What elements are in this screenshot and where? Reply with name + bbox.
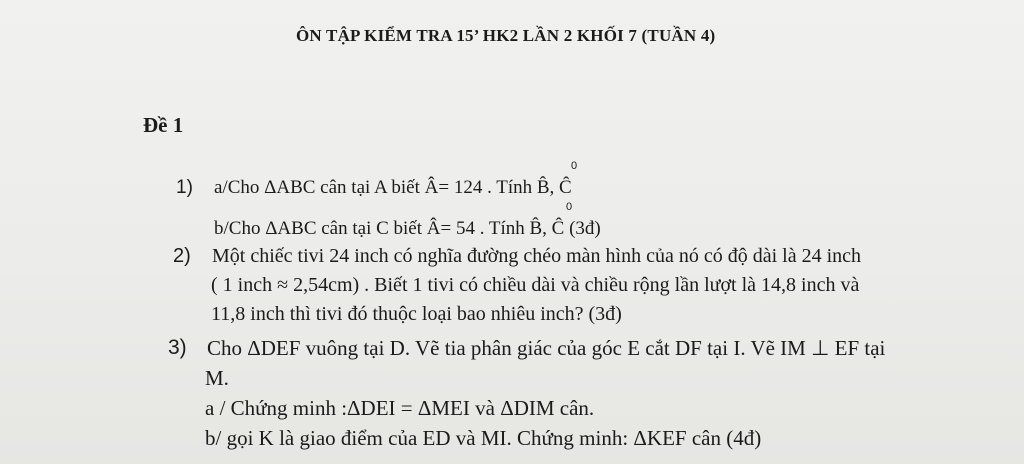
degree-mark-a: 0 [571,160,578,172]
question-2-line-1: Một chiếc tivi 24 inch có nghĩa đường chéo màn hình của nó có độ dài là 24 inch [212,245,862,267]
question-3-number: 3) [168,336,187,359]
question-2-line-2: ( 1 inch ≈ 2,54cm) . Biết 1 tivi có chiều dài và chiều rộng lần lượt là 14,8 inch và [211,274,860,296]
question-3-part-a: a / Chứng minh :ΔDEI = ΔMEI và ΔDIM cân. [205,396,595,420]
page-title: ÔN TẬP KIỂM TRA 15’ HK2 LẦN 2 KHỐI 7 (TUẦN 4) [296,26,716,45]
question-1-part-a: a/Cho ΔABC cân tại A biết Â= 124 . Tính B̂, Ĉ [214,177,572,198]
exam-label: Đề 1 [143,113,184,137]
question-3-line-2: M. [205,366,229,390]
question-1-number: 1) [176,177,193,198]
question-3-line-1: Cho ΔDEF vuông tại D. Vẽ tia phân giác của góc E cắt DF tại I. Vẽ IM ⊥ EF tại [207,336,886,360]
question-2-number: 2) [173,245,191,267]
question-1-part-b: b/Cho ΔABC cân tại C biết Â= 54 . Tính B̂, Ĉ (3đ) [214,218,601,239]
degree-mark-b: 0 [566,201,573,213]
question-3-part-b: b/ gọi K là giao điểm của ED và MI. Chứng minh: ΔKEF cân (4đ) [205,426,762,450]
question-2-line-3: 11,8 inch thì tivi đó thuộc loại bao nhiêu inch? (3đ) [211,303,622,325]
